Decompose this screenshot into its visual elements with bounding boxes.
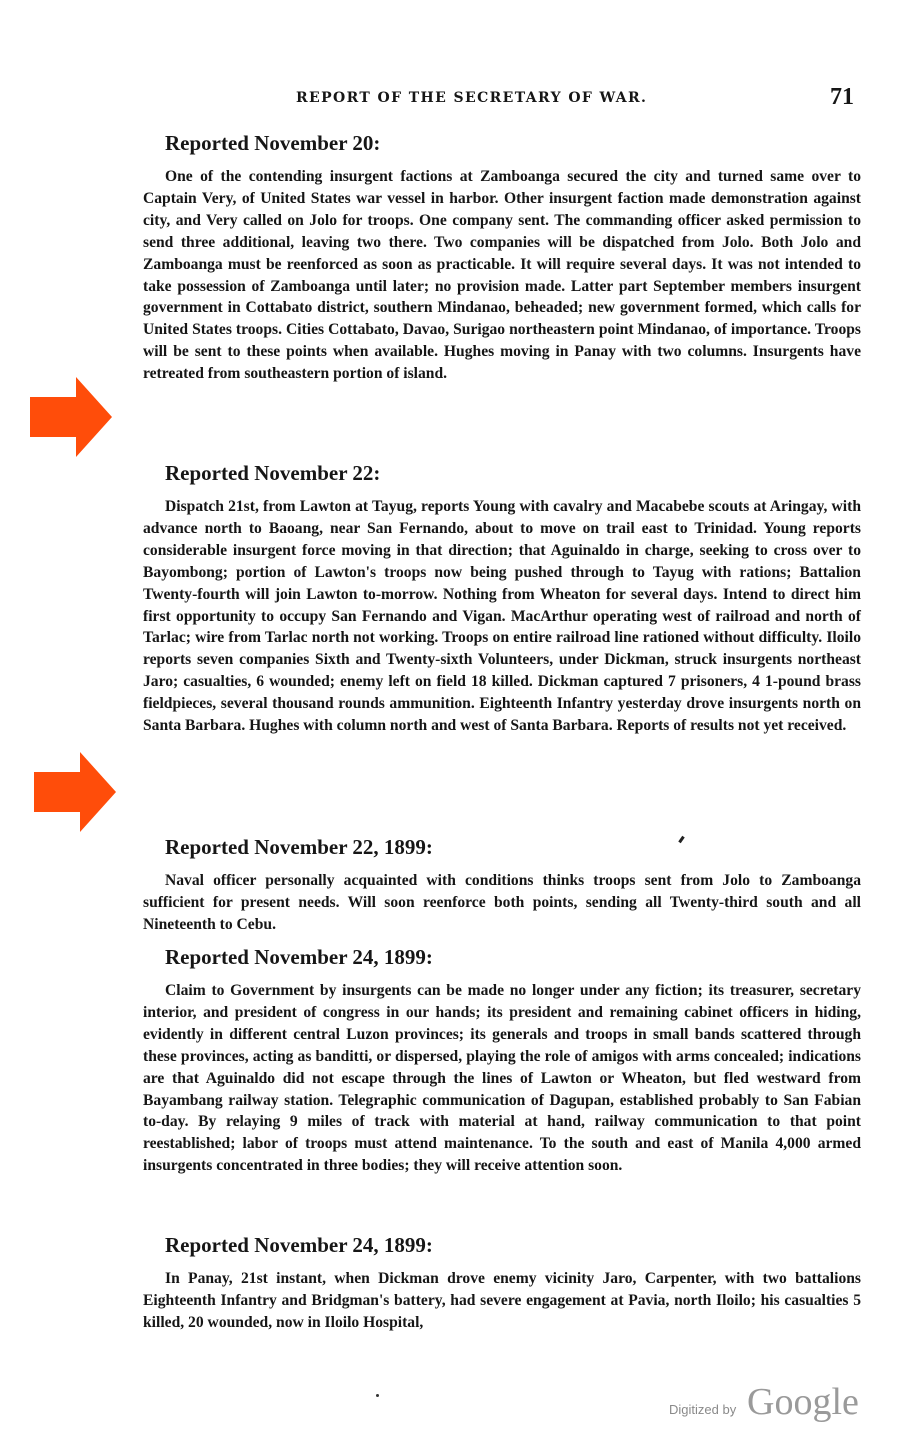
right-arrow-shape [30,377,112,457]
ink-dot [376,1394,379,1397]
report-heading: Reported November 22: [165,461,381,485]
report-body: One of the contending insurgent factions at Zamboanga secured the city and turned same over to Captain Very, of United States war vessel in harbor. Other insurgent faction made demonstration against city, and Very called on Jolo for troops. One company sent. The commanding officer asked permission to send three additional, leaving two there. Two companies will be dispatched from Jolo. Both Jolo and Zamboanga must be reenforced as soon as practicable. It will require several days. It was not intended to take possession of Zamboanga until later; no provision made. Latter part September members insurgent government in Cottabato district, southern Mindanao, beheaded; new government formed, which calls for United States troops. Cities Cottabato, Davao, Surigao northeastern point Mindanao, of importance. Troops will be sent to these points when available. Hughes moving in Panay with two columns. Insurgents have retreated from southeastern portion of island. [143,168,861,383]
report-heading: Reported November 24, 1899: [165,945,433,969]
report-body: Dispatch 21st, from Lawton at Tayug, reports Young with cavalry and Macabebe scouts at Aringay, with advance north to Baoang, near San Fernando, about to move on trail east to Trinidad. Young reports considerable insurgent force moving in that direction; that Aguinaldo in charge, seeking to cross over to Bayombong; portion of Lawton's troops now being pushed through to Tayug with rations; Battalion Twenty-fourth will join Lawton to-morrow. Nothing from Wheaton for several days. Intend to direct him first opportunity to occupy San Fernando and Vigan. MacArthur operating west of railroad and north of Tarlac; wire from Tarlac north not working. Troops on entire railroad line rationed without difficulty. Iloilo reports seven companies Sixth and Twenty-sixth Volunteers, under Dickman, struck insurgents northeast Jaro; casualties, 6 wounded; enemy left on field 18 killed. Dickman captured 7 prisoners, 4 1-pound brass fieldpieces, several thousand rounds ammunition. Eighteenth Infantry yesterday drove insurgents north on Santa Barbara. Hughes with column north and west of Santa Barbara. Reports of results not yet received. [143,498,861,735]
report-section [143,834,861,936]
report-body: Naval officer personally acquainted with conditions thinks troops sent from Jolo to Zamboanga sufficient for present needs. Will soon reenforce both points, sending all Twenty-third south and all Nineteenth to Cebu. [143,872,861,933]
running-head [0,86,916,112]
report-body: In Panay, 21st instant, when Dickman drove enemy vicinity Jaro, Carpenter, with two battalions Eighteenth Infantry and Bridgman's battery, had severe engagement at Pavia, north Iloilo; his casualties 5 killed, 20 wounded, now in Iloilo Hospital, [143,1270,861,1331]
report-section [143,944,861,1177]
report-heading: Reported November 22, 1899: [165,835,433,859]
report-section [143,1232,861,1334]
google-logo: Google [747,1381,859,1423]
running-title: REPORT OF THE SECRETARY OF WAR. [296,90,648,106]
watermark-prefix: Digitized by [669,1402,737,1417]
right-arrow-icon [34,752,116,832]
report-heading: Reported November 20: [165,131,381,155]
right-arrow-shape [34,752,116,832]
page-number: 71 [830,84,854,110]
report-heading: Reported November 24, 1899: [165,1233,433,1257]
report-section [143,130,861,385]
report-section [143,460,861,737]
right-arrow-icon [30,377,112,457]
report-body: Claim to Government by insurgents can be made no longer under any fiction; its treasurer, secretary interior, and president of congress in our hands; its president and remaining cabinet officers in hiding, evidently in different central Luzon provinces; its generals and troops in small bands scattered through these provinces, acting as banditti, or dispersed, playing the role of amigos with arms concealed; indications are that Aguinaldo did not escape through the lines of Lawton or Wheaton, but fled westward from Bayambang railway station. Telegraphic communication of Dagupan, established probably to San Fabian to-day. By relaying 9 miles of track with material at hand, railway communication to that point reestablished; labor of troops must attend maintenance. To the south and east of Manila 4,000 armed insurgents concentrated in three bodies; they will receive attention soon. [143,982,861,1175]
